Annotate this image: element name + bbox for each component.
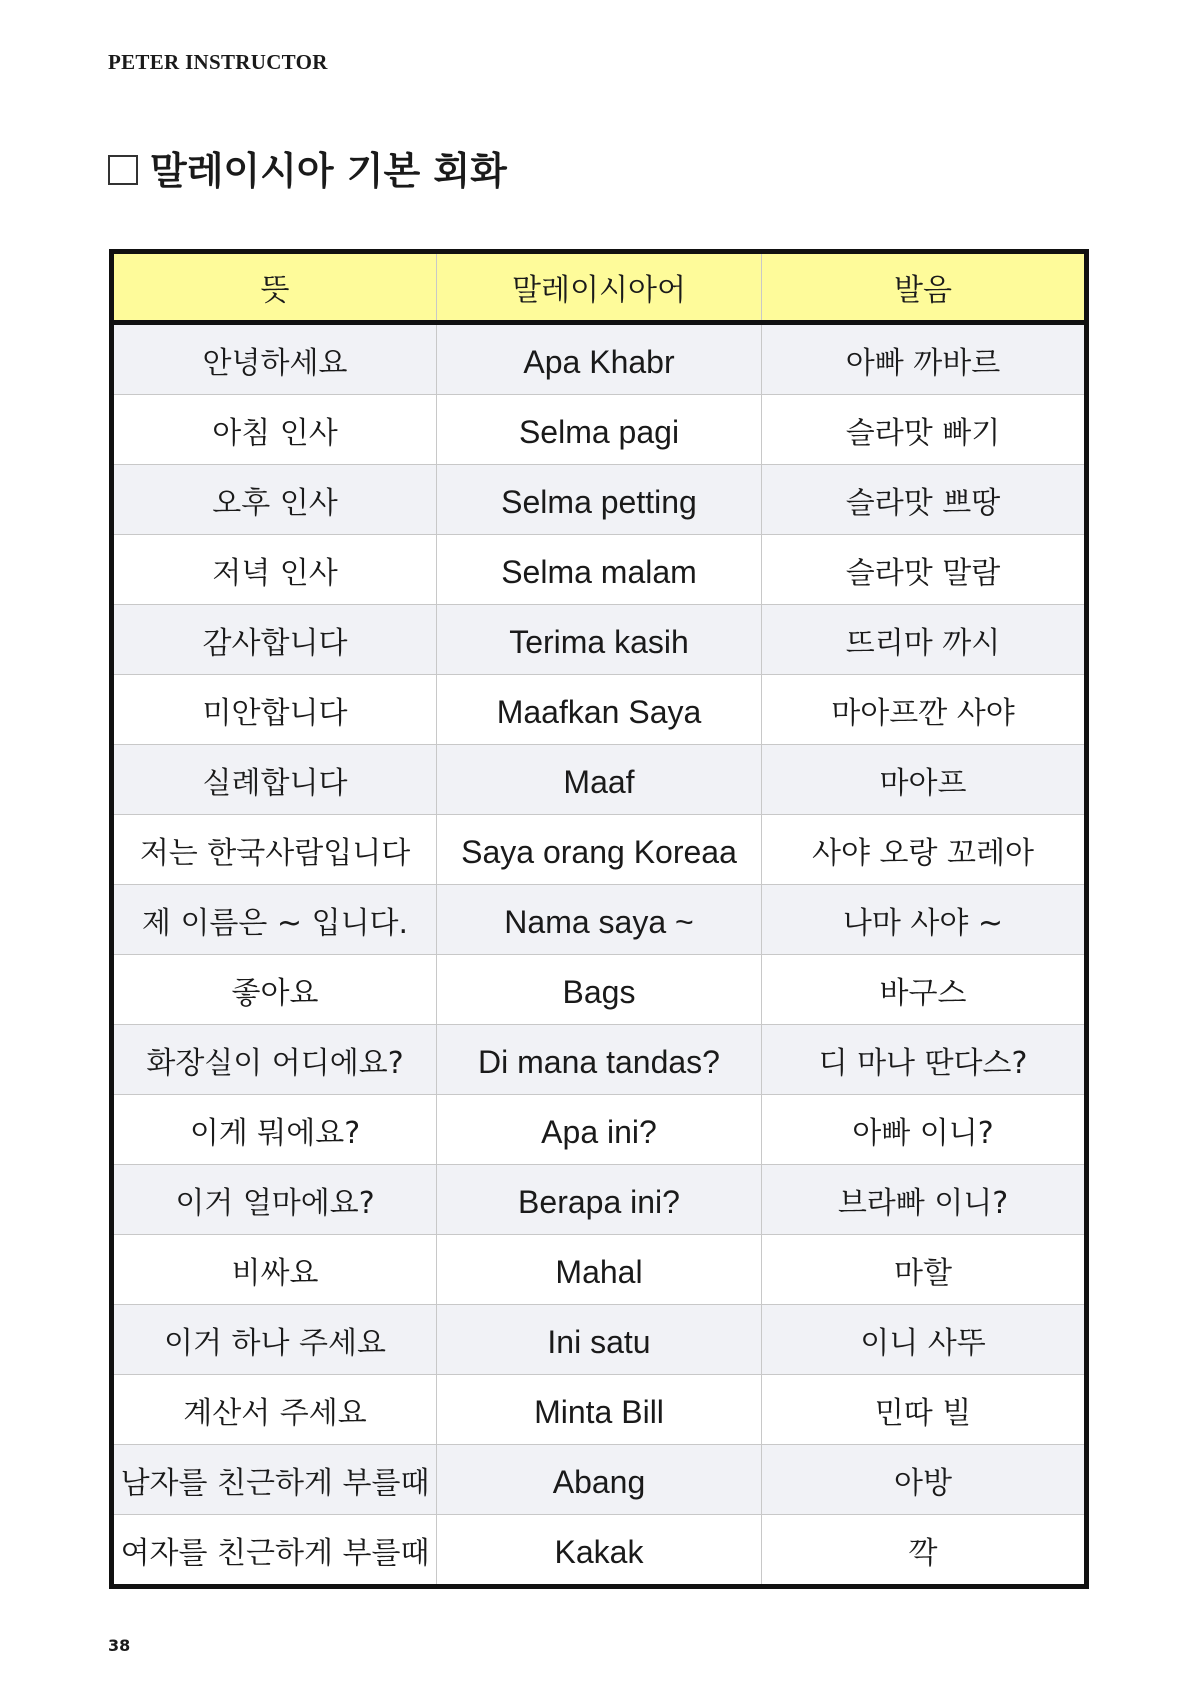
cell-pronunciation: 사야 오랑 꼬레아 [762, 815, 1087, 885]
table-row [112, 465, 1087, 535]
table-row [112, 1375, 1087, 1445]
cell-malay: Saya orang Koreaa [437, 815, 762, 885]
cell-pronunciation: 아빠 이니? [762, 1095, 1087, 1165]
page-title [108, 140, 507, 195]
cell-pronunciation: 디 마나 딴다스? [762, 1025, 1087, 1095]
cell-meaning: 오후 인사 [112, 465, 437, 535]
cell-malay: Nama saya ~ [437, 885, 762, 955]
column-header-meaning: 뜻 [112, 252, 437, 323]
brand-header: PETER INSTRUCTOR [108, 50, 328, 74]
cell-pronunciation: 브라빠 이니? [762, 1165, 1087, 1235]
table-row [112, 535, 1087, 605]
cell-pronunciation: 나마 사야 ~ [762, 885, 1087, 955]
table-row [112, 1025, 1087, 1095]
cell-meaning: 실례합니다 [112, 745, 437, 815]
table-row [112, 675, 1087, 745]
cell-meaning: 저녁 인사 [112, 535, 437, 605]
cell-meaning: 감사합니다 [112, 605, 437, 675]
table-row [112, 395, 1087, 465]
cell-malay: Selma malam [437, 535, 762, 605]
page-number: 38 [108, 1636, 131, 1655]
phrase-table [109, 249, 1089, 1589]
table-row [112, 955, 1087, 1025]
cell-meaning: 여자를 친근하게 부를때 [112, 1515, 437, 1587]
table-row [112, 323, 1087, 395]
cell-meaning: 계산서 주세요 [112, 1375, 437, 1445]
cell-meaning: 안녕하세요 [112, 323, 437, 395]
cell-malay: Ini satu [437, 1305, 762, 1375]
column-header-malay: 말레이시아어 [437, 252, 762, 323]
table-row [112, 885, 1087, 955]
table-row [112, 1305, 1087, 1375]
cell-malay: Selma pagi [437, 395, 762, 465]
cell-pronunciation: 슬라맛 빠기 [762, 395, 1087, 465]
cell-malay: Minta Bill [437, 1375, 762, 1445]
table-header-row [112, 252, 1087, 323]
cell-malay: Mahal [437, 1235, 762, 1305]
cell-meaning: 미안합니다 [112, 675, 437, 745]
cell-meaning: 화장실이 어디에요? [112, 1025, 437, 1095]
cell-malay: Maaf [437, 745, 762, 815]
cell-malay: Apa Khabr [437, 323, 762, 395]
cell-pronunciation: 슬라맛 쁘땅 [762, 465, 1087, 535]
cell-meaning: 저는 한국사람입니다 [112, 815, 437, 885]
cell-malay: Terima kasih [437, 605, 762, 675]
cell-malay: Bags [437, 955, 762, 1025]
cell-malay: Kakak [437, 1515, 762, 1587]
table-row [112, 815, 1087, 885]
cell-pronunciation: 뜨리마 까시 [762, 605, 1087, 675]
column-header-pronunciation: 발음 [762, 252, 1087, 323]
cell-pronunciation: 슬라맛 말람 [762, 535, 1087, 605]
table-row [112, 1515, 1087, 1587]
page-title-text: 말레이시아 기본 회화 [150, 149, 507, 193]
table-row [112, 1165, 1087, 1235]
cell-meaning: 비싸요 [112, 1235, 437, 1305]
cell-pronunciation: 민따 빌 [762, 1375, 1087, 1445]
cell-malay: Di mana tandas? [437, 1025, 762, 1095]
cell-pronunciation: 아빠 까바르 [762, 323, 1087, 395]
cell-pronunciation: 마할 [762, 1235, 1087, 1305]
cell-meaning: 남자를 친근하게 부를때 [112, 1445, 437, 1515]
cell-pronunciation: 마아프깐 사야 [762, 675, 1087, 745]
cell-malay: Abang [437, 1445, 762, 1515]
cell-malay: Apa ini? [437, 1095, 762, 1165]
cell-malay: Selma petting [437, 465, 762, 535]
cell-pronunciation: 아방 [762, 1445, 1087, 1515]
checkbox-square-icon [108, 155, 138, 185]
table-row [112, 1445, 1087, 1515]
cell-malay: Berapa ini? [437, 1165, 762, 1235]
cell-meaning: 제 이름은 ~ 입니다. [112, 885, 437, 955]
cell-pronunciation: 마아프 [762, 745, 1087, 815]
cell-pronunciation: 바구스 [762, 955, 1087, 1025]
table-row [112, 605, 1087, 675]
table-row [112, 1235, 1087, 1305]
cell-meaning: 이거 하나 주세요 [112, 1305, 437, 1375]
cell-meaning: 좋아요 [112, 955, 437, 1025]
table-row [112, 1095, 1087, 1165]
cell-pronunciation: 이니 사뚜 [762, 1305, 1087, 1375]
cell-meaning: 이거 얼마에요? [112, 1165, 437, 1235]
table-row [112, 745, 1087, 815]
cell-meaning: 이게 뭐에요? [112, 1095, 437, 1165]
cell-meaning: 아침 인사 [112, 395, 437, 465]
cell-pronunciation: 깍 [762, 1515, 1087, 1587]
cell-malay: Maafkan Saya [437, 675, 762, 745]
